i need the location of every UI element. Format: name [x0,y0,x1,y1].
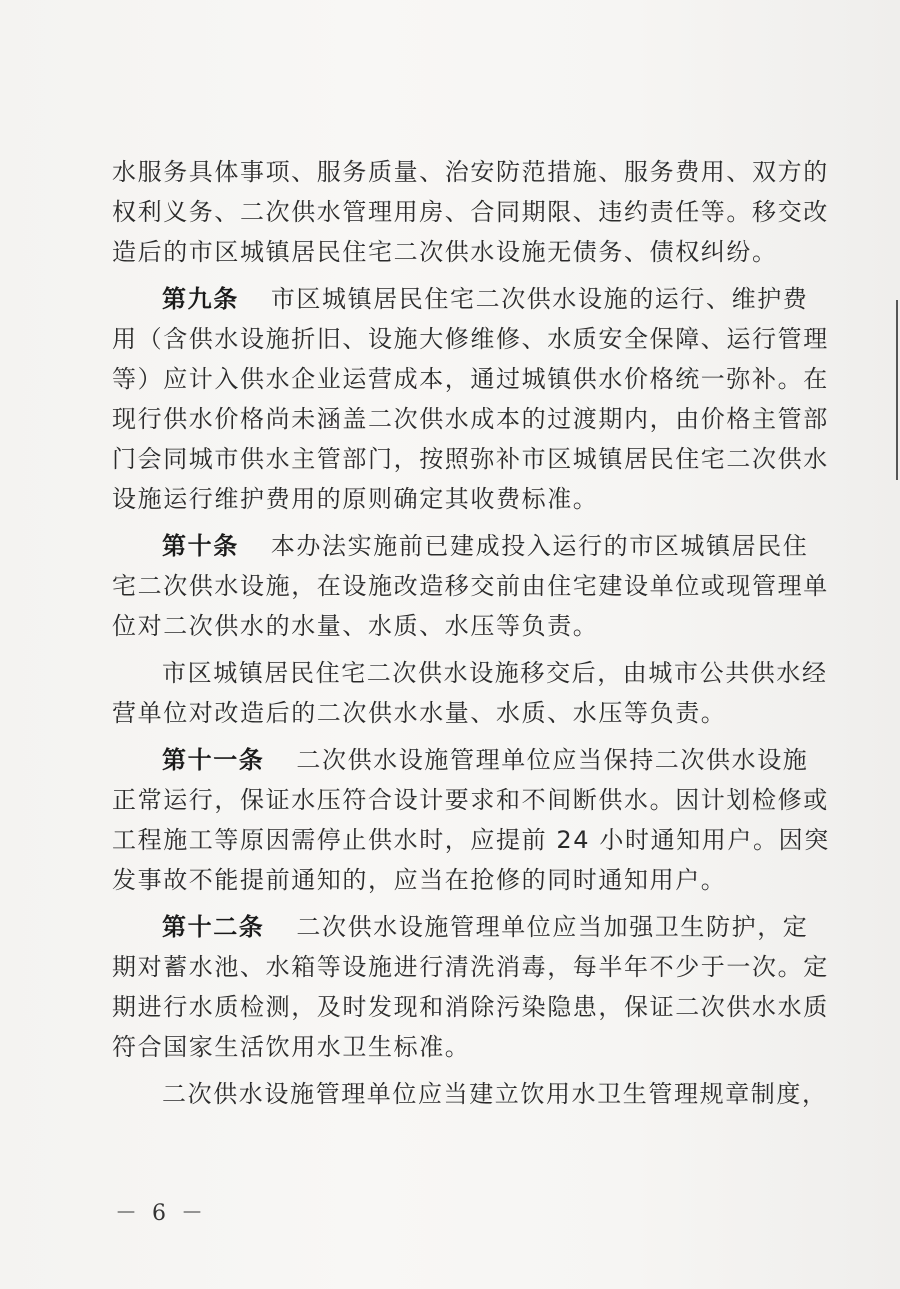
text-line: 等）应计入供水企业运营成本，通过城镇供水价格统一弥补。在 [112,365,829,393]
text-line: 水服务具体事项、服务质量、治安防范措施、服务费用、双方的 [112,158,829,186]
text-span: 本办法实施前已建成投入运行的市区城镇居民住 [270,532,809,560]
text-line [112,526,809,566]
scan-edge-mark [896,300,898,480]
text-line: 发事故不能提前通知的，应当在抢修的同时通知用户。 [112,866,727,894]
article-9 [112,279,829,519]
text-line: 造后的市区城镇居民住宅二次供水设施无债务、债权纠纷。 [112,238,778,266]
text-line [112,740,809,780]
document-body [112,152,830,1114]
article-10-paragraph-2 [112,653,828,733]
text-line: 宅二次供水设施，在设施改造移交前由住宅建设单位或现管理单 [112,572,829,600]
text-line: 市区城镇居民住宅二次供水设施移交后，由城市公共供水经 [162,659,828,687]
text-line: 工程施工等原因需停止供水时，应提前 24 小时通知用户。因突 [112,826,830,854]
article-heading: 第十二条 [162,913,265,941]
text-line: 现行供水价格尚未涵盖二次供水成本的过渡期内，由价格主管部 [112,405,829,433]
article-10 [112,526,829,646]
text-span: 市区城镇居民住宅二次供水设施的运行、维护费 [270,285,809,313]
text-line: 门会同城市供水主管部门，按照弥补市区城镇居民住宅二次供水 [112,445,829,473]
text-line [112,279,809,319]
page-number: － 6 － [115,1201,207,1226]
text-line: 正常运行，保证水压符合设计要求和不间断供水。因计划检修或 [112,786,829,814]
text-line [112,907,809,947]
article-11 [112,740,830,900]
text-line: 位对二次供水的水量、水质、水压等负责。 [112,612,599,640]
text-line: 二次供水设施管理单位应当建立饮用水卫生管理规章制度， [162,1080,828,1108]
article-heading: 第九条 [162,285,239,313]
article-heading: 第十一条 [162,746,265,774]
article-12-paragraph-2 [112,1074,828,1114]
text-span: 二次供水设施管理单位应当保持二次供水设施 [296,746,809,774]
text-line: 用（含供水设施折旧、设施大修维修、水质安全保障、运行管理 [112,325,829,353]
article-12 [112,907,829,1067]
text-span: 二次供水设施管理单位应当加强卫生防护，定 [296,913,809,941]
text-line: 权利义务、二次供水管理用房、合同期限、违约责任等。移交改 [112,198,829,226]
text-line: 营单位对改造后的二次供水水量、水质、水压等负责。 [112,699,727,727]
paragraph-continuation [112,152,829,272]
article-heading: 第十条 [162,532,239,560]
text-line: 期进行水质检测，及时发现和消除污染隐患，保证二次供水水质 [112,993,829,1021]
text-line: 设施运行维护费用的原则确定其收费标准。 [112,485,599,513]
text-line: 符合国家生活饮用水卫生标准。 [112,1033,471,1061]
text-line: 期对蓄水池、水箱等设施进行清洗消毒，每半年不少于一次。定 [112,953,829,981]
